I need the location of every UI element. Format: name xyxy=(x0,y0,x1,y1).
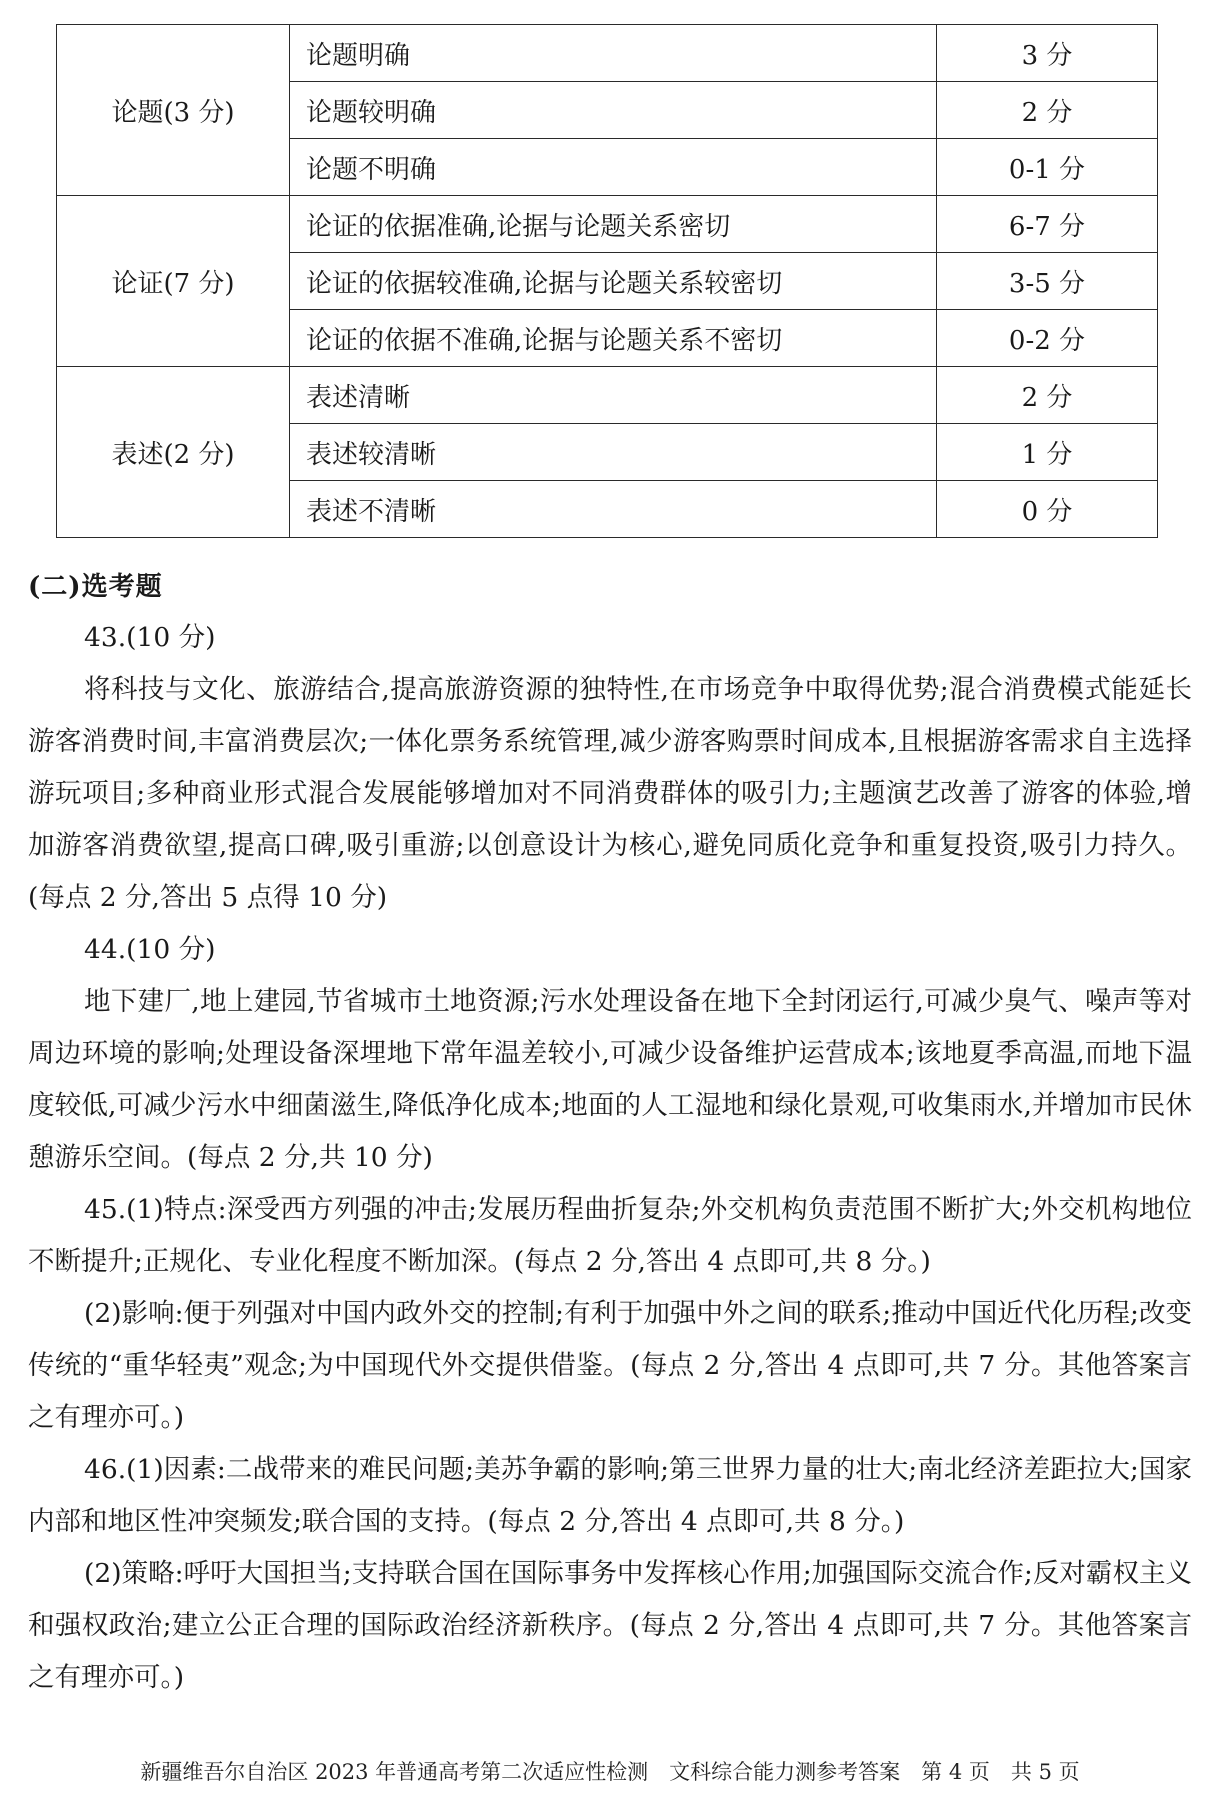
score-cell: 0-2 分 xyxy=(937,310,1158,367)
question-number: 43.(10 分) xyxy=(84,622,216,653)
score-cell: 2 分 xyxy=(937,367,1158,424)
criterion-cell: 论证的依据较准确,论据与论题关系较密切 xyxy=(290,253,937,310)
answer-paragraph: (2)策略:呼吁大国担当;支持联合国在国际事务中发挥核心作用;加强国际交流合作;反对霸权主义和强权政治;建立公正合理的国际政治经济新秩序。(每点 2 分,答出 4 点即可,共 7 分。其他答案言之有理亦可。) xyxy=(28,1558,1192,1693)
criterion-cell: 论证的依据准确,论据与论题关系密切 xyxy=(290,196,937,253)
category-cell: 表述(2 分) xyxy=(57,367,290,538)
answer-paragraph: 地下建厂,地上建园,节省城市土地资源;污水处理设备在地下全封闭运行,可减少臭气、噪声等对周边环境的影响;处理设备深埋地下常年温差较小,可减少设备维护运营成本;该地夏季高温,而地下温度较低,可减少污水中细菌滋生,降低净化成本;地面的人工湿地和绿化景观,可收集雨水,并增加市民休憩游乐空间。(每点 2 分,共 10 分) xyxy=(28,986,1192,1173)
score-cell: 6-7 分 xyxy=(937,196,1158,253)
score-cell: 1 分 xyxy=(937,424,1158,481)
score-cell: 0-1 分 xyxy=(937,139,1158,196)
criterion-cell: 表述清晰 xyxy=(290,367,937,424)
category-cell: 论题(3 分) xyxy=(57,25,290,196)
answer-paragraph: 45.(1)特点:深受西方列强的冲击;发展历程曲折复杂;外交机构负责范围不断扩大;外交机构地位不断提升;正规化、专业化程度不断加深。(每点 2 分,答出 4 点即可,共 8 分。) xyxy=(28,1194,1192,1277)
criterion-cell: 论题明确 xyxy=(290,25,937,82)
criterion-cell: 表述较清晰 xyxy=(290,424,937,481)
answer-paragraph: (2)影响:便于列强对中国内政外交的控制;有利于加强中外之间的联系;推动中国近代化历程;改变传统的“重华轻夷”观念;为中国现代外交提供借鉴。(每点 2 分,答出 4 点即可,共 7 分。其他答案言之有理亦可。) xyxy=(28,1298,1192,1433)
score-cell: 3 分 xyxy=(937,25,1158,82)
criterion-cell: 表述不清晰 xyxy=(290,481,937,538)
scoring-rubric-table xyxy=(56,24,1158,538)
score-cell: 0 分 xyxy=(937,481,1158,538)
score-cell: 2 分 xyxy=(937,82,1158,139)
answer-body xyxy=(28,612,1192,1704)
criterion-cell: 论题不明确 xyxy=(290,139,937,196)
table-row xyxy=(57,196,1158,253)
score-cell: 3-5 分 xyxy=(937,253,1158,310)
section-title: (二)选考题 xyxy=(28,572,163,602)
page-footer: 新疆维吾尔自治区 2023 年普通高考第二次适应性检测 文科综合能力测参考答案 第 4 页 共 5 页 xyxy=(140,1760,1080,1784)
question-number: 44.(10 分) xyxy=(84,934,216,965)
answer-paragraph: 将科技与文化、旅游结合,提高旅游资源的独特性,在市场竞争中取得优势;混合消费模式能延长游客消费时间,丰富消费层次;一体化票务系统管理,减少游客购票时间成本,且根据游客需求自主选择游玩项目;多种商业形式混合发展能够增加对不同消费群体的吸引力;主题演艺改善了游客的体验,增加游客消费欲望,提高口碑,吸引重游;以创意设计为核心,避免同质化竞争和重复投资,吸引力持久。(每点 2 分,答出 5 点得 10 分) xyxy=(28,674,1192,913)
table-row xyxy=(57,367,1158,424)
criterion-cell: 论题较明确 xyxy=(290,82,937,139)
criterion-cell: 论证的依据不准确,论据与论题关系不密切 xyxy=(290,310,937,367)
category-cell: 论证(7 分) xyxy=(57,196,290,367)
table-row xyxy=(57,25,1158,82)
answer-paragraph: 46.(1)因素:二战带来的难民问题;美苏争霸的影响;第三世界力量的壮大;南北经济差距拉大;国家内部和地区性冲突频发;联合国的支持。(每点 2 分,答出 4 点即可,共 8 分。) xyxy=(28,1454,1192,1537)
